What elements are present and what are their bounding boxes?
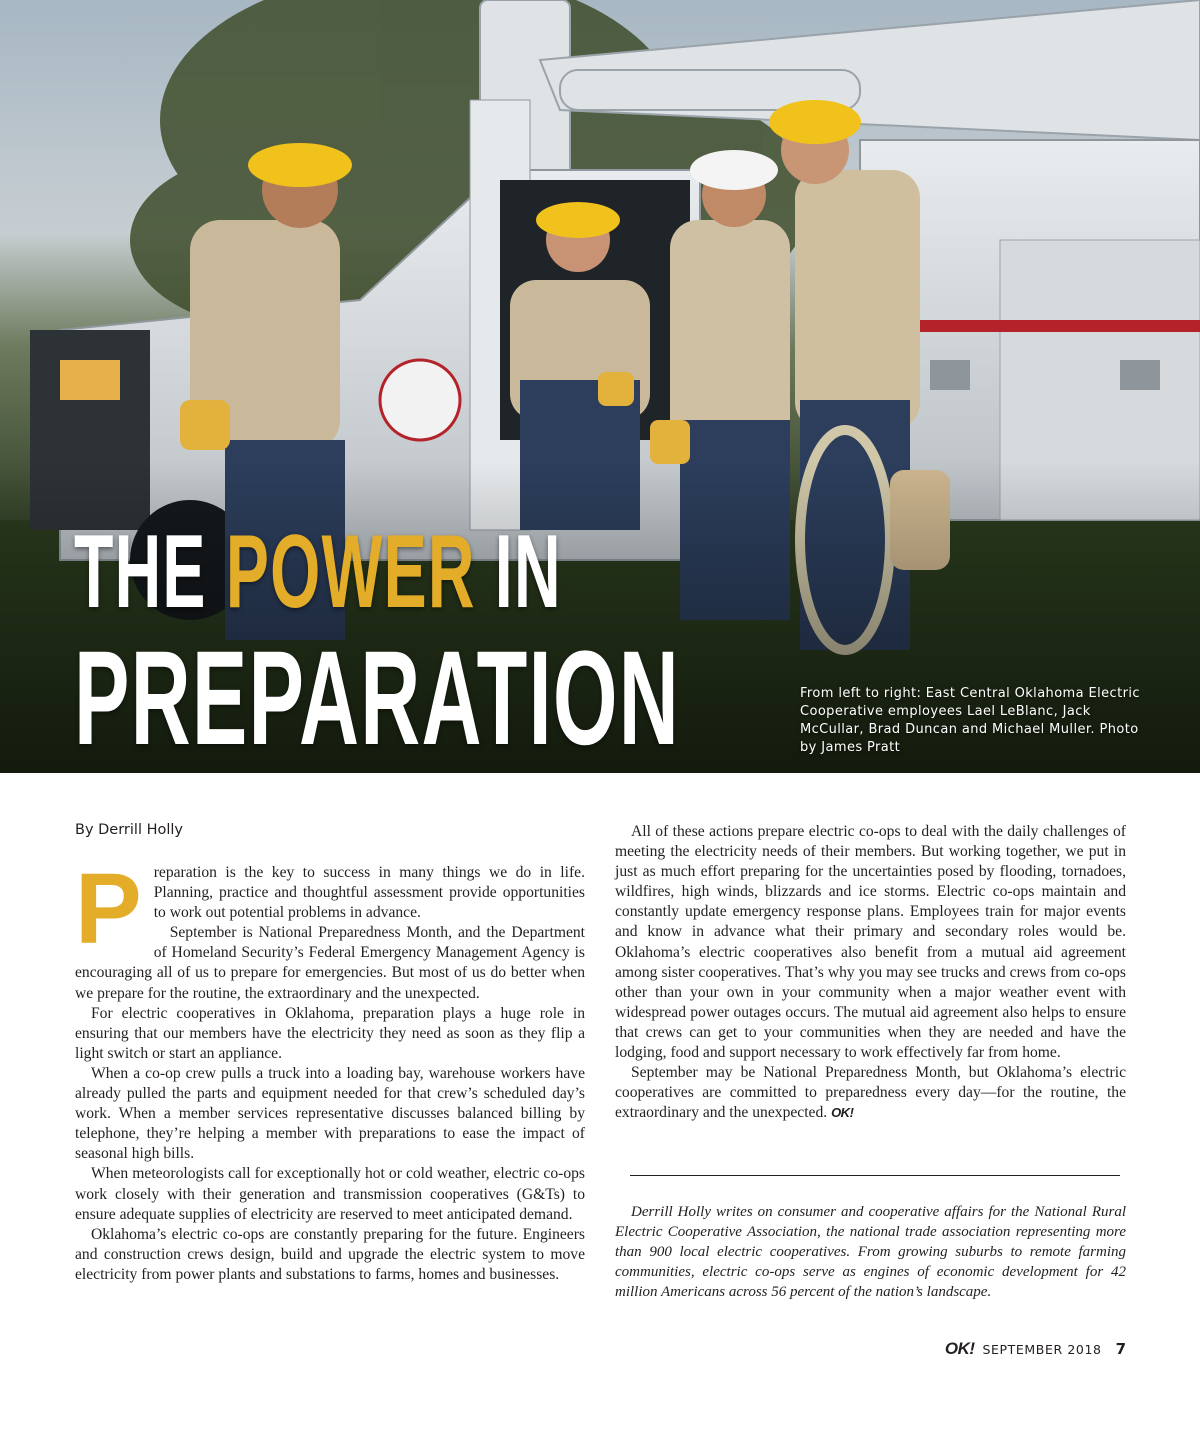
lead-paragraph-text: reparation is the key to success in many things we do in life. Planning, practice and thoughtful assessment provide opportunities to work out potential problems in advance. [153, 864, 585, 922]
author-bio-text: Derrill Holly writes on consumer and cooperative affairs for the National Rural Electric Cooperative Association, the national trade association representing more than 900 local electric cooperatives. From growing suburbs to remote farming communities, electric co-ops serve as engines of economic development for 42 million Americans across 56 percent of the nation’s landscape. [615, 1204, 1126, 1300]
article-column-right [615, 822, 1126, 1123]
body-paragraph: Oklahoma’s electric co-ops are constantly preparing for the future. Engineers and construction crews design, build and upgrade the electric system to move electricity from power plants and substations to farms, homes and businesses. [75, 1225, 585, 1283]
end-mark-logo: OK! [831, 1105, 854, 1121]
author-bio [615, 1202, 1126, 1302]
body-paragraph: For electric cooperatives in Oklahoma, preparation plays a huge role in ensuring that our members have the electricity they need as soon as they flip a light switch or start an appliance. [75, 1004, 585, 1062]
headline-line-1 [74, 514, 680, 630]
body-paragraph: All of these actions prepare electric co-ops to deal with the daily challenges of meeting the electricity needs of their members. But working together, we put in just as much effort preparing for the uncertainties posed by flooding, tornadoes, wildfires, high winds, blizzards and ice storms. Electric co-ops maintain and constantly update emergency response plans. Employees train for major events and know in advance what their primary and secondary roles would be. Oklahoma’s electric cooperatives also benefit from a mutual aid agreement among sister cooperatives. That’s why you may see trucks and crews from co-ops other than your own in your community when a major weather event with widespread power outages occurs. The mutual aid agreement also helps to ensure that crews can get to your communities when they are needed and have the lodging, food and support necessary to work effectively far from home. [615, 823, 1126, 1062]
byline: By Derrill Holly [75, 822, 183, 838]
drop-cap: P [75, 853, 142, 965]
headline-line-2: PREPARATION [74, 624, 680, 773]
headline [74, 514, 680, 773]
magazine-logo: OK! [944, 1339, 975, 1358]
divider-rule [630, 1175, 1120, 1176]
headline-accent-word: POWER [225, 514, 476, 630]
closing-paragraph-text: September may be National Preparedness Month, but Oklahoma’s electric cooperatives are committed to preparedness every day—for the routine, the extraordinary and the unexpected. [615, 1064, 1126, 1122]
closing-paragraph [615, 1063, 1126, 1123]
article-column-left [75, 853, 585, 1285]
body-paragraph: September is National Preparedness Month, and the Department of Homeland Security’s Federal Emergency Management Agency is encouraging all of us to prepare for emergencies. But most of us do better when we prepare for the routine, the extraordinary and the unexpected. [75, 924, 585, 1002]
body-paragraph: When a co-op crew pulls a truck into a loading bay, warehouse workers have already pulled the parts and equipment needed for that crew’s scheduled day’s work. When a member services representative discusses balanced billing by telephone, they’re helping a member with preparations to ease the impact of seasonal high bills. [75, 1064, 585, 1163]
page-footer [945, 1339, 1126, 1359]
body-paragraph: When meteorologists call for exceptionally hot or cold weather, electric co-ops work closely with their generation and transmission cooperatives (G&Ts) to ensure adequate supplies of electricity are reserved to meet anticipated demand. [75, 1165, 585, 1223]
page-number: 7 [1115, 1340, 1126, 1358]
issue-date: SEPTEMBER 2018 [982, 1342, 1102, 1357]
headline-the: THE [74, 514, 226, 630]
headline-in: IN [475, 514, 562, 630]
photo-caption: From left to right: East Central Oklahoma Electric Cooperative employees Lael LeBlanc, Jack McCullar, Brad Duncan and Michael Muller. Photo by James Pratt [800, 686, 1140, 755]
